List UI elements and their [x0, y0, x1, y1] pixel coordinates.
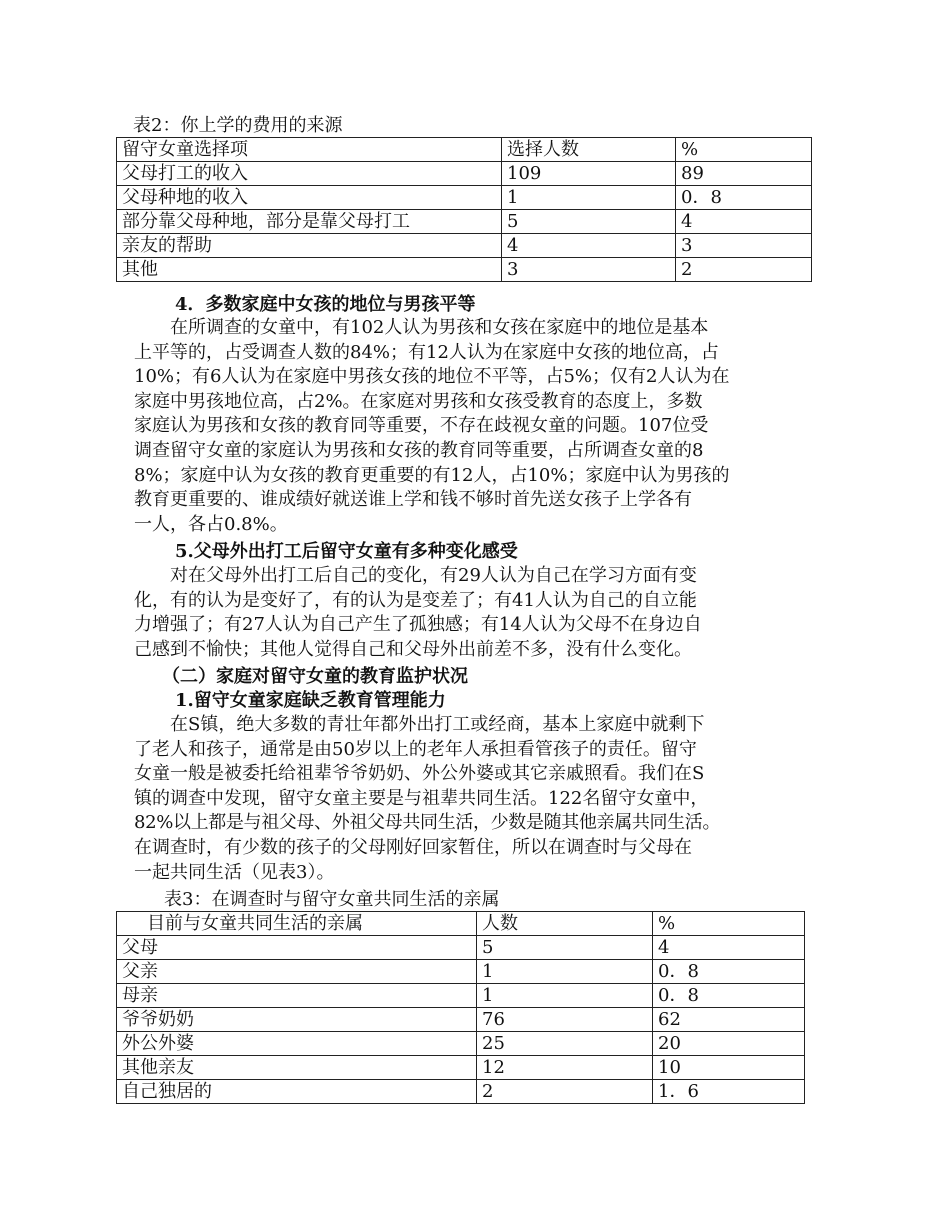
- table-row: [117, 1008, 805, 1032]
- table-row: [117, 258, 812, 282]
- table-cell: 父亲: [117, 960, 477, 984]
- paragraph-line: 了老人和孩子，通常是由50岁以上的老年人承担看管孩子的责任。留守: [134, 738, 697, 760]
- paragraph-line: 调查留守女童的家庭认为男孩和女孩的教育同等重要，占所调查女童的8: [134, 439, 704, 461]
- table2-header-cell: 选择人数: [502, 138, 676, 162]
- table2-header-cell: %: [676, 138, 812, 162]
- table3-header-cell: 人数: [477, 912, 653, 936]
- paragraph-line: 在S镇，绝大多数的青壮年都外出打工或经商，基本上家庭中就剩下: [170, 714, 705, 735]
- paragraph-line: 女童一般是被委托给祖辈爷爷奶奶、外公外婆或其它亲戚照看。我们在S: [134, 763, 705, 785]
- table-cell: 0．8: [653, 984, 805, 1008]
- table3-header-row: [117, 912, 805, 936]
- paragraph-line: 化，有的认为是变好了，有的认为是变差了；有41人认为自己的自立能: [134, 589, 697, 611]
- table-cell: 4: [653, 936, 805, 960]
- paragraph-line: 8%；家庭中认为女孩的教育更重要的有12人，占10%；家庭中认为男孩的: [134, 464, 730, 486]
- section4-paragraph: [134, 316, 729, 537]
- section-heading: 5.父母外出打工后留守女童有多种变化感受: [175, 541, 518, 562]
- paragraph-line: 在调查时，有少数的孩子的父母刚好回家暂住，所以在调查时与父母在: [134, 836, 692, 858]
- paragraph-line: 镇的调查中发现，留守女童主要是与祖辈共同生活。122名留守女童中，: [134, 787, 709, 809]
- section5-paragraph: [134, 564, 702, 662]
- table-row: [117, 234, 812, 258]
- paragraph-line: 10%；有6人认为在家庭中男孩女孩的地位不平等，占5%；仅有2人认为在: [134, 366, 730, 388]
- table-row: [117, 210, 812, 234]
- paragraph-line: 家庭中男孩地位高，占2%。在家庭对男孩和女孩受教育的态度上，多数: [134, 390, 703, 412]
- table-cell: 自己独居的: [117, 1080, 477, 1104]
- paragraph-line: 对在父母外出打工后自己的变化，有29人认为自己在学习方面有变: [170, 565, 697, 586]
- section-heading: 4．多数家庭中女孩的地位与男孩平等: [175, 294, 476, 315]
- table-cell: 12: [477, 1056, 653, 1080]
- table-cell: 10: [653, 1056, 805, 1080]
- paragraph-line: 一起共同生活（见表3）。: [134, 861, 335, 883]
- table-cell: 89: [676, 162, 812, 186]
- table-row: [117, 936, 805, 960]
- table-cell: 109: [502, 162, 676, 186]
- table-cell: 76: [477, 1008, 653, 1032]
- paragraph-line: 力增强了；有27人认为自己产生了孤独感；有14人认为父母不在身边自: [134, 614, 702, 636]
- table2-header-cell: 留守女童选择项: [117, 138, 502, 162]
- paragraph-line: 在所调查的女童中，有102人认为男孩和女孩在家庭中的地位是基本: [170, 317, 709, 338]
- paragraph-line: 一人，各占0.8%。: [134, 513, 288, 535]
- table2-header-row: [117, 138, 812, 162]
- table-cell: 1．6: [653, 1080, 805, 1104]
- table-cell: 父母打工的收入: [117, 162, 502, 186]
- table-cell: 0．8: [653, 960, 805, 984]
- table3-caption: 表3：在调查时与留守女童共同生活的亲属: [164, 889, 500, 910]
- table-row: [117, 1056, 805, 1080]
- table-cell: 3: [502, 258, 676, 282]
- paragraph-line: 己感到不愉快；其他人觉得自己和父母外出前差不多，没有什么变化。: [134, 638, 692, 660]
- table-cell: 5: [502, 210, 676, 234]
- table-cell: 0．8: [676, 186, 812, 210]
- table-cell: 其他: [117, 258, 502, 282]
- paragraph-line: 上平等的，占受调查人数的84%；有12人认为在家庭中女孩的地位高，占: [134, 341, 719, 363]
- table-cell: 2: [676, 258, 812, 282]
- table2-caption: 表2：你上学的费用的来源: [133, 115, 343, 136]
- table-cell: 1: [477, 960, 653, 984]
- table-cell: 25: [477, 1032, 653, 1056]
- table-cell: 20: [653, 1032, 805, 1056]
- table-cell: 5: [477, 936, 653, 960]
- table-row: [117, 960, 805, 984]
- paragraph-line: 82%以上都是与祖父母、外祖父母共同生活，少数是随其他亲属共同生活。: [134, 812, 721, 834]
- paragraph-line: 家庭认为男孩和女孩的教育同等重要，不存在歧视女童的问题。107位受: [134, 415, 709, 437]
- table2: [116, 137, 812, 282]
- section1-paragraph: [134, 713, 720, 885]
- table3: [116, 911, 805, 1104]
- table-cell: 母亲: [117, 984, 477, 1008]
- table-row: [117, 162, 812, 186]
- table-cell: 2: [477, 1080, 653, 1104]
- table-cell: 父母: [117, 936, 477, 960]
- table3-header-cell: 目前与女童共同生活的亲属: [117, 912, 477, 936]
- table-cell: 4: [502, 234, 676, 258]
- table-cell: 亲友的帮助: [117, 234, 502, 258]
- table-cell: 3: [676, 234, 812, 258]
- table-cell: 爷爷奶奶: [117, 1008, 477, 1032]
- table-cell: 外公外婆: [117, 1032, 477, 1056]
- part-heading: （二）家庭对留守女童的教育监护状况: [162, 666, 468, 687]
- table-cell: 1: [477, 984, 653, 1008]
- table-cell: 其他亲友: [117, 1056, 477, 1080]
- table-row: [117, 984, 805, 1008]
- table-cell: 4: [676, 210, 812, 234]
- table-cell: 部分靠父母种地，部分是靠父母打工: [117, 210, 502, 234]
- table3-header-cell: %: [653, 912, 805, 936]
- paragraph-line: 教育更重要的、谁成绩好就送谁上学和钱不够时首先送女孩子上学各有: [134, 489, 692, 511]
- table-row: [117, 186, 812, 210]
- table-cell: 父母种地的收入: [117, 186, 502, 210]
- table-row: [117, 1080, 805, 1104]
- table-cell: 62: [653, 1008, 805, 1032]
- table-cell: 1: [502, 186, 676, 210]
- section-heading: 1.留守女童家庭缺乏教育管理能力: [175, 690, 446, 711]
- table-row: [117, 1032, 805, 1056]
